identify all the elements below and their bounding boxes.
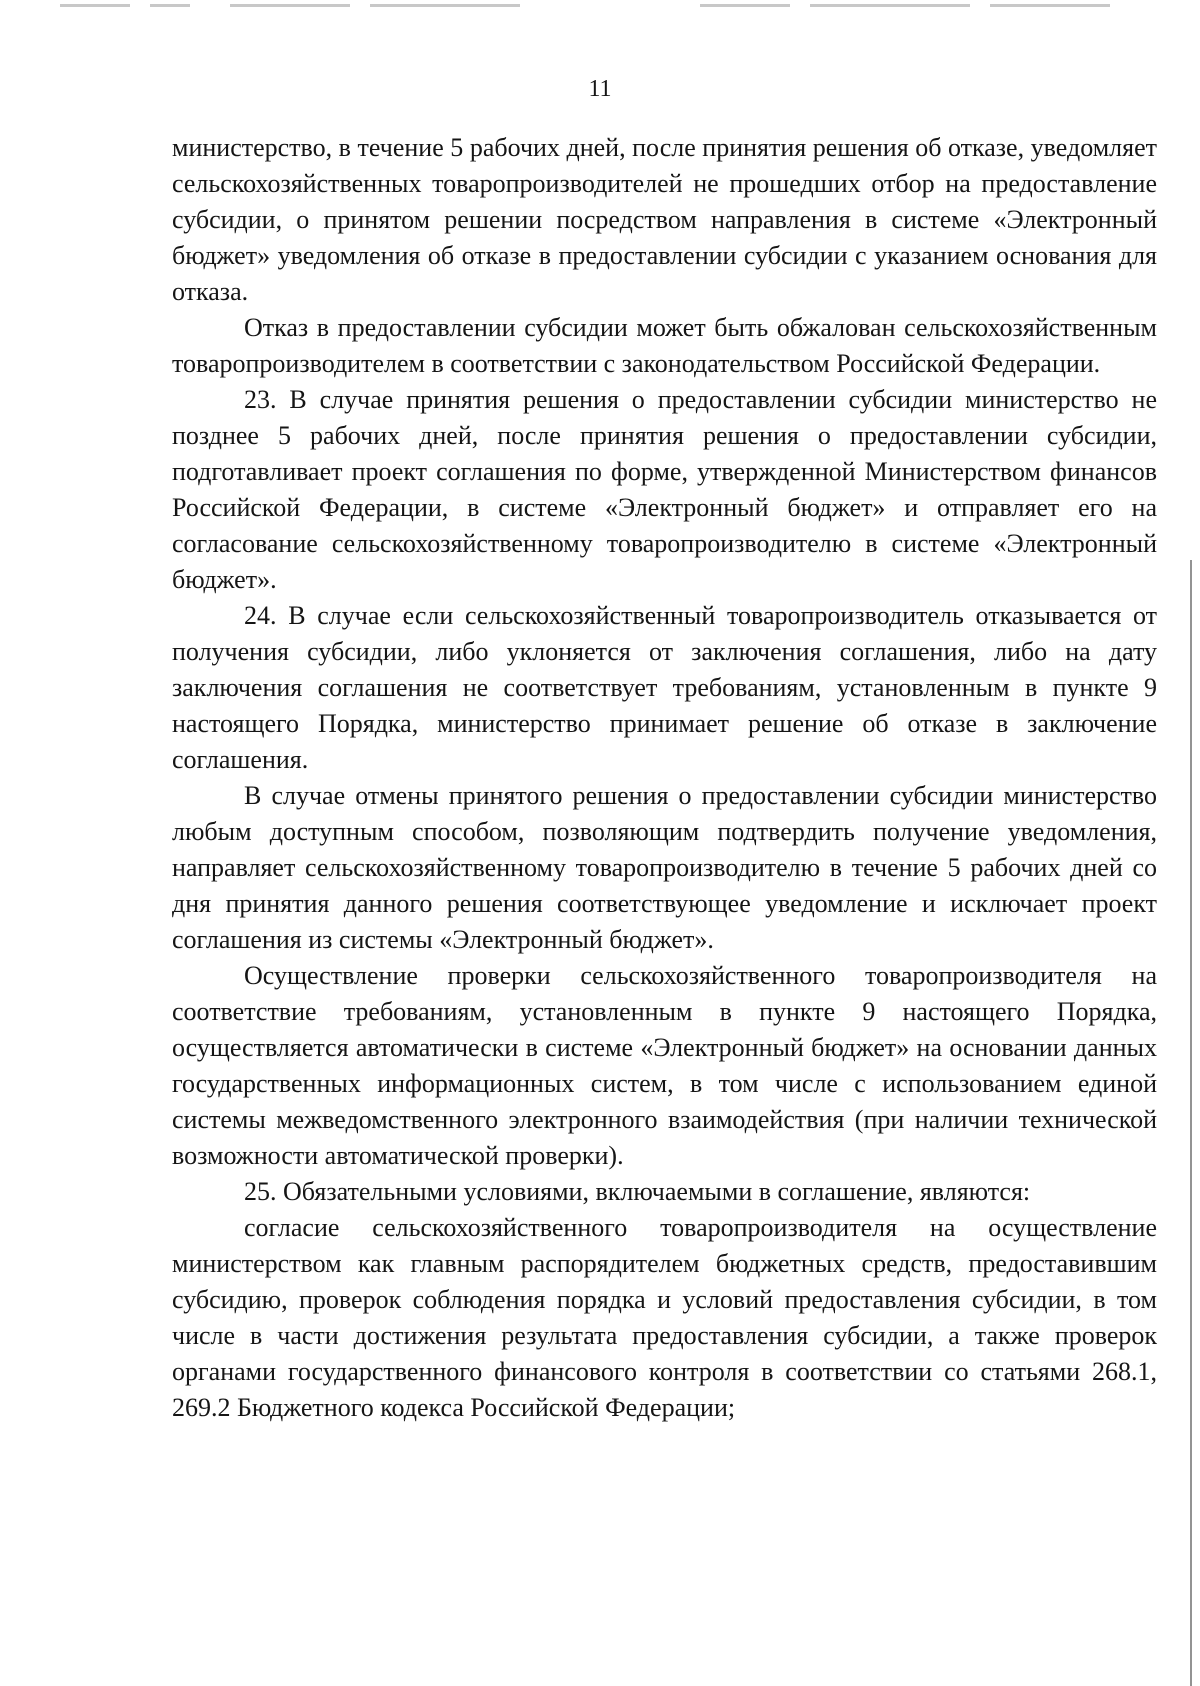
scan-right-edge: [1190, 560, 1192, 1686]
paragraph-verification: Осуществление проверки сельскохозяйственного товаропроизводителя на соответствие требованиям, установленным в пункте 9 настоящего Порядка, осуществляется автоматически в системе «Электронный бюджет» на основании данных государственных информационных систем, в том числе с использованием единой системы межведомственного электронного взаимодействия (при наличии технической возможности автоматической проверки).: [172, 961, 1157, 1170]
paragraph-item-25: 25. Обязательными условиями, включаемыми в соглашение, являются:: [244, 1177, 1031, 1206]
page-number: 11: [588, 76, 612, 102]
paragraph-item-24: 24. В случае если сельскохозяйственный товаропроизводитель отказывается от получения субсидии, либо уклоняется от заключения соглашения, либо на дату заключения соглашения не соответствует требованиям, установленным в пункте 9 настоящего Порядка, министерство принимает решение об отказе в заключение соглашения.: [172, 601, 1157, 774]
paragraph-refusal-appeal: Отказ в предоставлении субсидии может быть обжалован сельскохозяйственным товаропроизводителем в соответствии с законодательством Российской Федерации.: [172, 313, 1157, 378]
paragraph-consent: согласие сельскохозяйственного товаропроизводителя на осуществление министерством как главным распорядителем бюджетных средств, предоставившим субсидию, проверок соблюдения порядка и условий предоставления субсидии, в том числе в части достижения результата предоставления субсидии, а также проверок органами государственного финансового контроля в соответствии со статьями 268.1, 269.2 Бюджетного кодекса Российской Федерации;: [172, 1213, 1157, 1422]
document-body: [172, 130, 1157, 1426]
paragraph-cancellation: В случае отмены принятого решения о предоставлении субсидии министерство любым доступным способом, позволяющим подтвердить получение уведомления, направляет сельскохозяйственному товаропроизводителю в течение 5 рабочих дней со дня принятия данного решения соответствующее уведомление и исключает проект соглашения из системы «Электронный бюджет».: [172, 781, 1157, 954]
paragraph-continuation: министерство, в течение 5 рабочих дней, после принятия решения об отказе, уведомляет сельскохозяйственных товаропроизводителей не прошедших отбор на предоставление субсидии, о принятом решении посредством направления в системе «Электронный бюджет» уведомления об отказе в предоставлении субсидии с указанием основания для отказа.: [172, 133, 1157, 306]
scan-top-edge: [0, 0, 1200, 14]
paragraph-item-23: 23. В случае принятия решения о предоставлении субсидии министерство не позднее 5 рабочих дней, после принятия решения о предоставлении субсидии, подготавливает проект соглашения по форме, утвержденной Министерством финансов Российской Федерации, в системе «Электронный бюджет» и отправляет его на согласование сельскохозяйственному товаропроизводителю в системе «Электронный бюджет».: [172, 385, 1157, 594]
